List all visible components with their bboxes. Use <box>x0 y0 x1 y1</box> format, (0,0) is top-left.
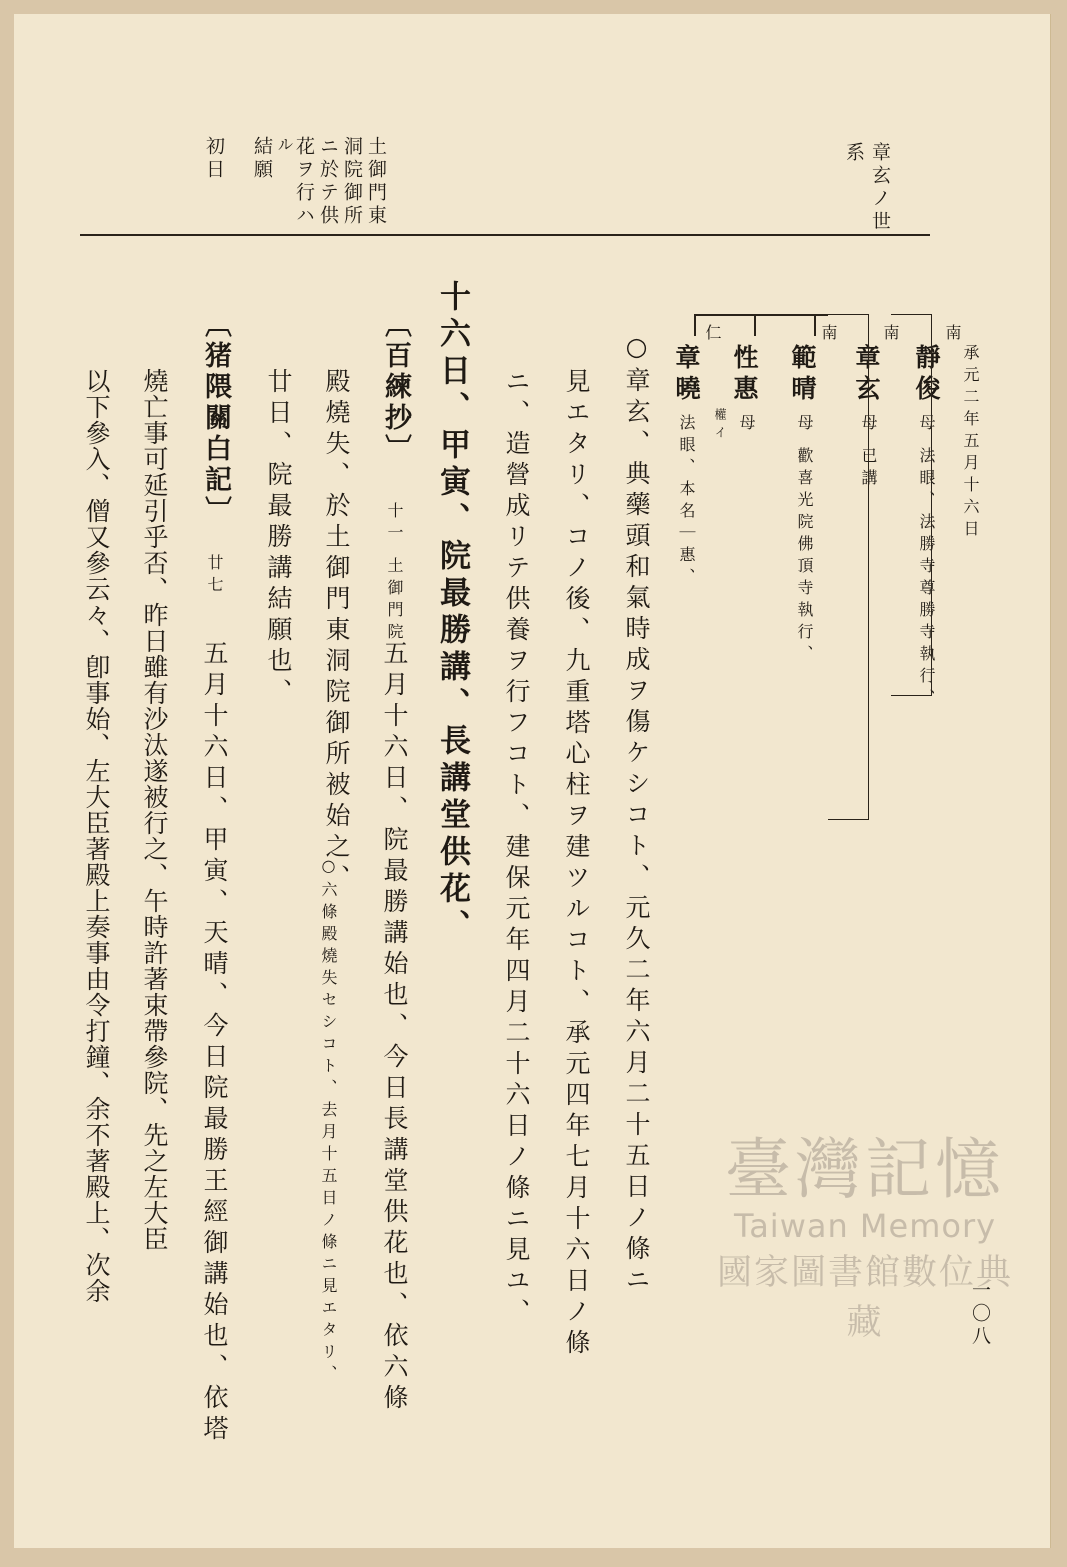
side-note-lineage-2: 系 <box>843 142 865 165</box>
gen-desc-1: 母 法眼、法勝寺尊勝寺執行、 <box>917 414 936 712</box>
gen-mark-1: 南 <box>943 324 962 346</box>
side-note-2: 洞院御所 <box>341 136 363 228</box>
source-1-line-2-note: ○六條殿燒失セシコト、去月十五日ノ條ニ見エタリ、 <box>319 856 338 1387</box>
source-1-line-2: 殿燒失、於土御門東洞院御所被始之、 <box>322 368 351 895</box>
source-2-line-2: 燒亡事可延引乎否、昨日雖有沙汰遂被行之、午時許著束帶參院、先之左大臣 <box>140 368 169 1252</box>
gen-desc-5: 法眼、本名｜惠、 <box>677 414 696 590</box>
body-note-3: ニ、造營成リテ供養ヲ行フコト、建保元年四月二十六日ノ條ニ見ユ、 <box>502 368 531 1329</box>
side-note-lineage: 章玄ノ世 <box>869 142 891 234</box>
side-note-7: 初日 <box>203 136 225 182</box>
body-note-1: ○章玄、典藥頭和氣時成ヲ傷ケシコト、元久二年六月二十五日ノ條ニ <box>622 332 651 1297</box>
genealogy-tick-2 <box>754 314 756 336</box>
gen-name-3[interactable]: 範晴 <box>788 344 817 406</box>
gen-name-5[interactable]: 章曉 <box>672 344 701 406</box>
gen-mark-3: 南 <box>819 324 838 346</box>
genealogy-bracket-outer <box>891 314 932 696</box>
source-2-line-1: 五月十六日、甲寅、天晴、今日院最勝王經御講始也、依塔 <box>200 640 229 1446</box>
watermark-cn: 臺灣記憶 <box>725 1131 1005 1208</box>
gen-name-1[interactable]: 靜俊 <box>912 344 941 406</box>
side-note-3: ニ於テ供 <box>317 136 339 228</box>
genealogy-tick-1 <box>814 314 816 336</box>
source-1-line-1: 五月十六日、院最勝講始也、今日長講堂供花也、依六條 <box>380 640 409 1415</box>
gen-desc-2: 母 已講 <box>859 414 878 492</box>
page-number: 一〇八 <box>969 1280 991 1349</box>
gen-desc-4: 母 <box>737 414 756 436</box>
genealogy-tick-3 <box>694 314 696 336</box>
side-note-4: 花ヲ行ハ <box>293 136 315 228</box>
gen-mark-2: 南 <box>881 324 900 346</box>
watermark <box>700 1131 1030 1454</box>
body-note-2: 見エタリ、コノ後、九重塔心柱ヲ建ツルコト、承元四年七月十六日ノ條 <box>562 368 591 1360</box>
watermark-en: Taiwan Memory <box>733 1206 997 1245</box>
source-2-ref: 廿七 <box>205 554 224 598</box>
source-1-line-3: 廿日、院最勝講結願也、 <box>264 368 293 709</box>
side-note-1: 土御門東 <box>365 136 387 228</box>
entry-heading: 十六日、甲寅、院最勝講、長講堂供花、 <box>434 280 470 946</box>
gen-desc-3: 母 歡喜光院佛頂寺執行、 <box>795 414 814 668</box>
watermark-library: 國家圖書館數位典藏 <box>716 1252 1013 1343</box>
source-2-title[interactable]: 〔猪隈關白記〕 <box>200 310 231 527</box>
genealogy-date: 承元二年五月十六日 <box>961 344 980 542</box>
genealogy-hline <box>694 314 828 316</box>
source-2-line-3: 以下參入、僧又參云々、卽事始、左大臣著殿上奏事由令打鐘、余不著殿上、次余 <box>82 368 111 1304</box>
gen-name-2[interactable]: 章玄 <box>852 344 881 406</box>
side-note-5: ル <box>275 136 294 158</box>
genealogy-bracket-inner <box>828 314 869 820</box>
gen-gloss: 權イ <box>713 408 727 444</box>
document-page <box>14 14 1051 1548</box>
source-1-title[interactable]: 〔百練抄〕 <box>380 310 411 465</box>
source-1-ref: 十一 土御門院 <box>385 502 404 646</box>
gen-name-4[interactable]: 性惠 <box>730 344 759 406</box>
header-rule <box>80 234 930 236</box>
gen-mark-5: 仁 <box>703 324 722 346</box>
side-note-6: 結願 <box>251 136 273 182</box>
